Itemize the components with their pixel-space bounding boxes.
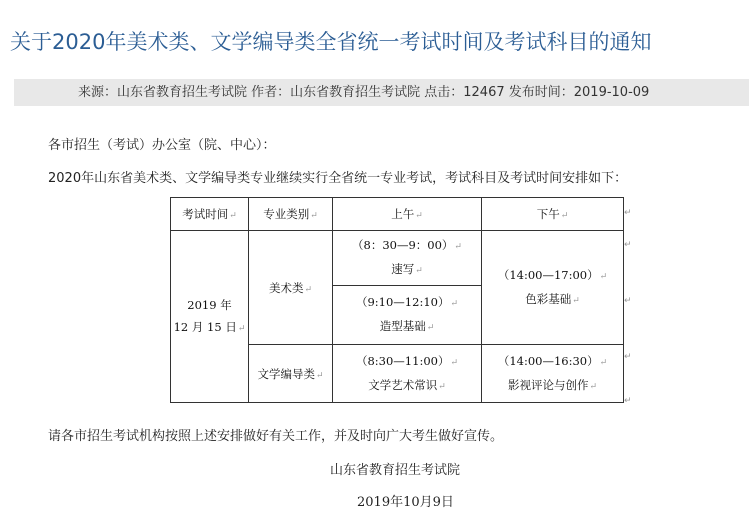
- row-end-mark: ↵: [624, 208, 632, 218]
- header-category: 专业类别↵: [249, 198, 333, 231]
- row-end-mark: ↵: [624, 240, 632, 250]
- literature-morning-cell: （8:30—11:00）↵ 文学艺术常识↵: [333, 345, 482, 403]
- header-afternoon: 下午↵: [482, 198, 624, 231]
- intro-paragraph: 2020年山东省美术类、文学编导类专业继续实行全省统一专业考试，考试科目及考试时间安排如下：: [48, 171, 628, 186]
- art-morning-2-cell: （9:10—12:10）↵ 造型基础↵: [333, 286, 482, 345]
- article-title: 关于2020年美术类、文学编导类全省统一考试时间及考试科目的通知: [10, 30, 652, 54]
- table-header-row: [171, 198, 624, 231]
- closing-paragraph: 请各市招生考试机构按照上述安排做好有关工作，并及时向广大考生做好宣传。: [48, 429, 504, 444]
- art-morning-1-cell: （8：30—9：00）↵ 速写↵: [333, 231, 482, 286]
- category-literature-cell: 文学编导类↵: [249, 345, 333, 403]
- category-art-cell: 美术类↵: [249, 231, 333, 345]
- table-row: [171, 231, 624, 286]
- header-morning: 上午↵: [333, 198, 482, 231]
- art-afternoon-cell: （14:00—17:00）↵ 色彩基础↵: [482, 231, 624, 345]
- article-meta-text: 来源：山东省教育招生考试院 作者：山东省教育招生考试院 点击：12467 发布时间：2019-10-09: [78, 85, 650, 100]
- greeting-paragraph: 各市招生（考试）办公室（院、中心）：: [48, 138, 276, 153]
- signature: 山东省教育招生考试院: [330, 463, 461, 478]
- header-exam-time: 考试时间↵: [171, 198, 249, 231]
- literature-afternoon-cell: （14:00—16:30）↵ 影视评论与创作↵: [482, 345, 624, 403]
- publish-date: 2019年10月9日: [357, 495, 454, 510]
- row-end-mark: ↵: [624, 296, 632, 306]
- row-end-mark: ↵: [624, 396, 632, 406]
- exam-schedule-table: [170, 197, 624, 403]
- article-meta-bar: [14, 79, 749, 106]
- exam-date-cell: 2019 年 12 月 15 日↵: [171, 231, 249, 403]
- row-end-mark: ↵: [624, 352, 632, 362]
